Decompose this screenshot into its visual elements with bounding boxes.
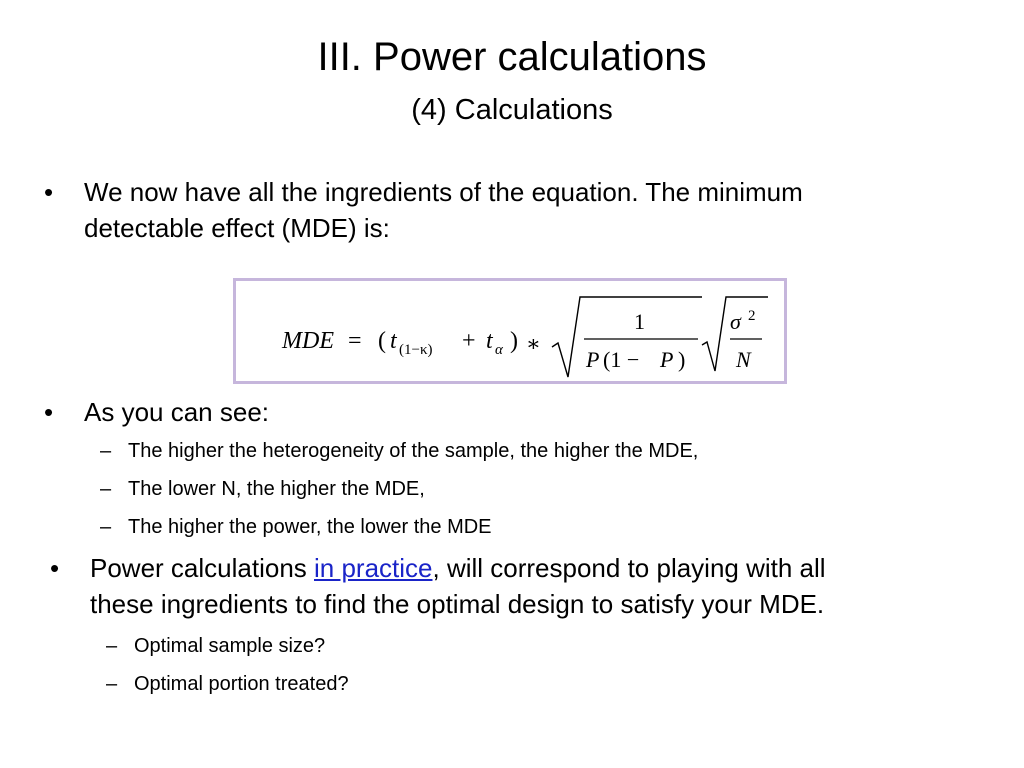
bullet-marker: • xyxy=(44,177,54,207)
slide-subtitle: (4) Calculations xyxy=(411,94,613,126)
mde-formula-box xyxy=(233,278,787,384)
formula-t-alpha-sub: α xyxy=(495,342,503,358)
sub-item-sample-size xyxy=(106,632,1006,660)
bullet-marker: • xyxy=(50,553,60,583)
slide-title: III. Power calculations xyxy=(317,35,707,79)
formula-lparen: ( xyxy=(378,328,386,354)
formula-rparen: ) xyxy=(510,328,518,354)
bullet-power-calculations xyxy=(50,550,1010,626)
bullet-text-line-2: detectable effect (MDE) is: xyxy=(84,213,390,243)
sub-item-power xyxy=(100,513,1000,541)
bullet-marker: • xyxy=(44,397,54,427)
sub-item-lower-n xyxy=(100,475,1000,503)
sub-marker: – xyxy=(100,478,112,500)
formula-equals: = xyxy=(348,328,362,354)
bullet-text: As you can see: xyxy=(84,397,269,427)
sub-marker: – xyxy=(106,635,118,657)
formula-t-kappa: t xyxy=(390,328,397,354)
frac2-denominator: N xyxy=(736,347,751,372)
mde-formula xyxy=(236,281,790,387)
sub-item-portion-treated xyxy=(106,670,1006,698)
frac1-den-p1: P xyxy=(586,347,600,372)
formula-times: ∗ xyxy=(526,331,541,356)
formula-plus: + xyxy=(462,328,476,354)
formula-mde-label: MDE xyxy=(282,328,334,354)
sub-item-text: Optimal sample size? xyxy=(134,635,326,657)
sub-item-heterogeneity xyxy=(100,437,1000,465)
bullet-text-line-1: We now have all the ingredients of the equation. The minimum xyxy=(84,177,803,207)
sub-item-text: The higher the heterogeneity of the sample, the higher the MDE, xyxy=(128,440,699,462)
sub-item-text: The lower N, the higher the MDE, xyxy=(128,478,425,500)
sub-marker: – xyxy=(100,440,112,462)
bullet-text-line-1 xyxy=(90,550,826,586)
frac1-den-close: ) xyxy=(678,347,686,372)
bullet-text-after-link: , will correspond to playing with all xyxy=(432,553,826,583)
in-practice-link[interactable]: in practice xyxy=(314,553,433,583)
bullet-as-you-can-see xyxy=(44,394,1004,430)
frac1-den-rest: (1 − xyxy=(603,347,640,372)
sub-marker: – xyxy=(100,516,112,538)
sub-marker: – xyxy=(106,673,118,695)
formula-t-alpha: t xyxy=(486,328,493,354)
bullet-text-line-2: these ingredients to find the optimal design to satisfy your MDE. xyxy=(90,589,825,619)
bullet-text-before-link: Power calculations xyxy=(90,553,314,583)
sub-item-text: Optimal portion treated? xyxy=(134,673,349,695)
frac1-den-p2: P xyxy=(660,347,674,372)
frac2-numerator-sigma: σ xyxy=(730,309,741,334)
formula-t-kappa-sub: (1−κ) xyxy=(399,342,433,358)
bullet-ingredients xyxy=(44,174,1004,250)
frac1-numerator: 1 xyxy=(634,309,645,334)
sub-item-text: The higher the power, the lower the MDE xyxy=(128,516,492,538)
frac2-numerator-sup: 2 xyxy=(748,308,756,324)
